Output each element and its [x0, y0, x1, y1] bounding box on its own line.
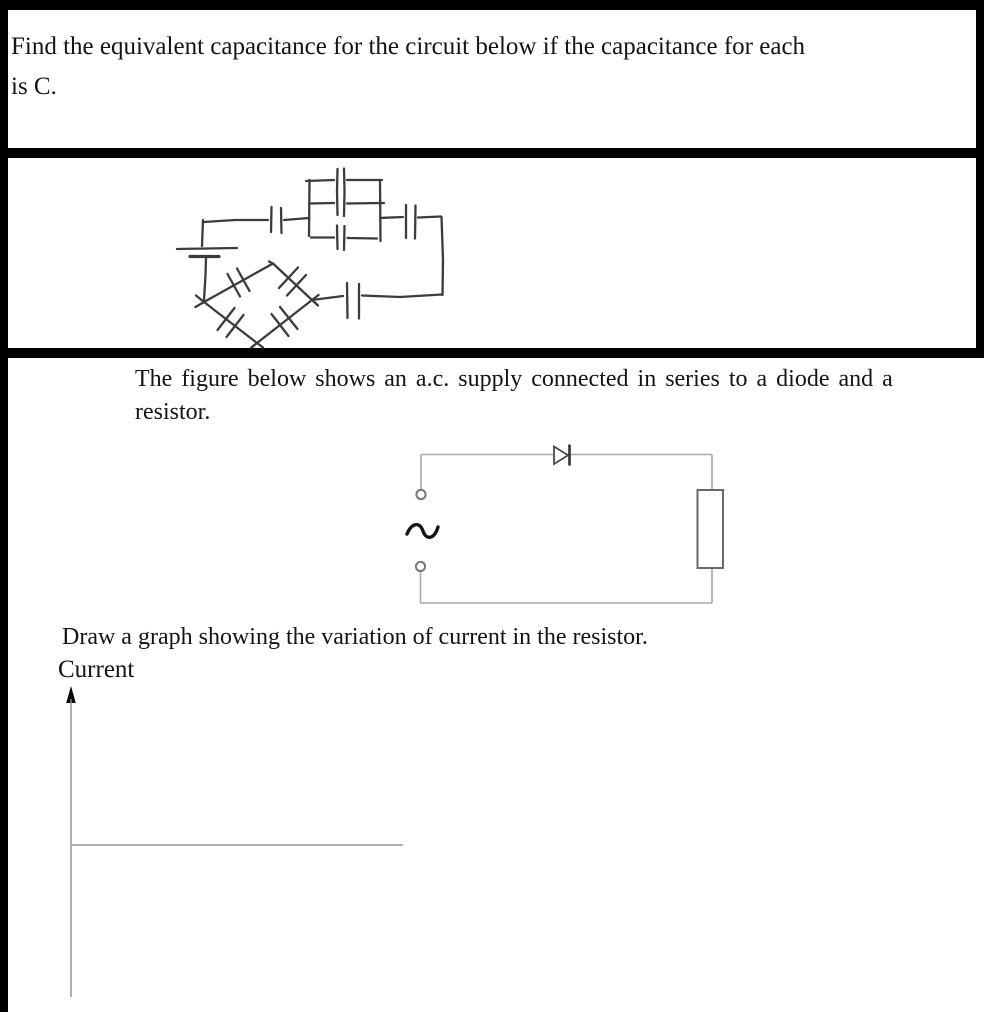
- frame-top-border: [0, 0, 984, 10]
- question2-line2: resistor.: [135, 399, 211, 425]
- frame-right-border: [976, 0, 984, 358]
- y-axis-label: Current: [58, 656, 135, 683]
- graph-instruction: Draw a graph showing the variation of current in the resistor.: [62, 624, 648, 650]
- ac-terminal-top: [416, 490, 425, 499]
- question1-line2: is C.: [11, 73, 57, 100]
- ac-terminal-bottom: [416, 562, 425, 571]
- resistor-box: [698, 490, 724, 568]
- section-divider-2: [0, 348, 984, 358]
- diode-resistor-circuit: [390, 436, 735, 616]
- ac-sine-icon: [407, 525, 438, 538]
- capacitor-network-sketch: [165, 160, 460, 352]
- diode-icon: [554, 446, 570, 465]
- blank-graph-axes: [50, 678, 420, 1008]
- question1-line1: Find the equivalent capacitance for the circuit below if the capacitance for each: [11, 33, 806, 60]
- question2-line1: The figure below shows an a.c. supply connected in series to a diode and a: [135, 366, 893, 392]
- section-divider-1: [0, 148, 984, 158]
